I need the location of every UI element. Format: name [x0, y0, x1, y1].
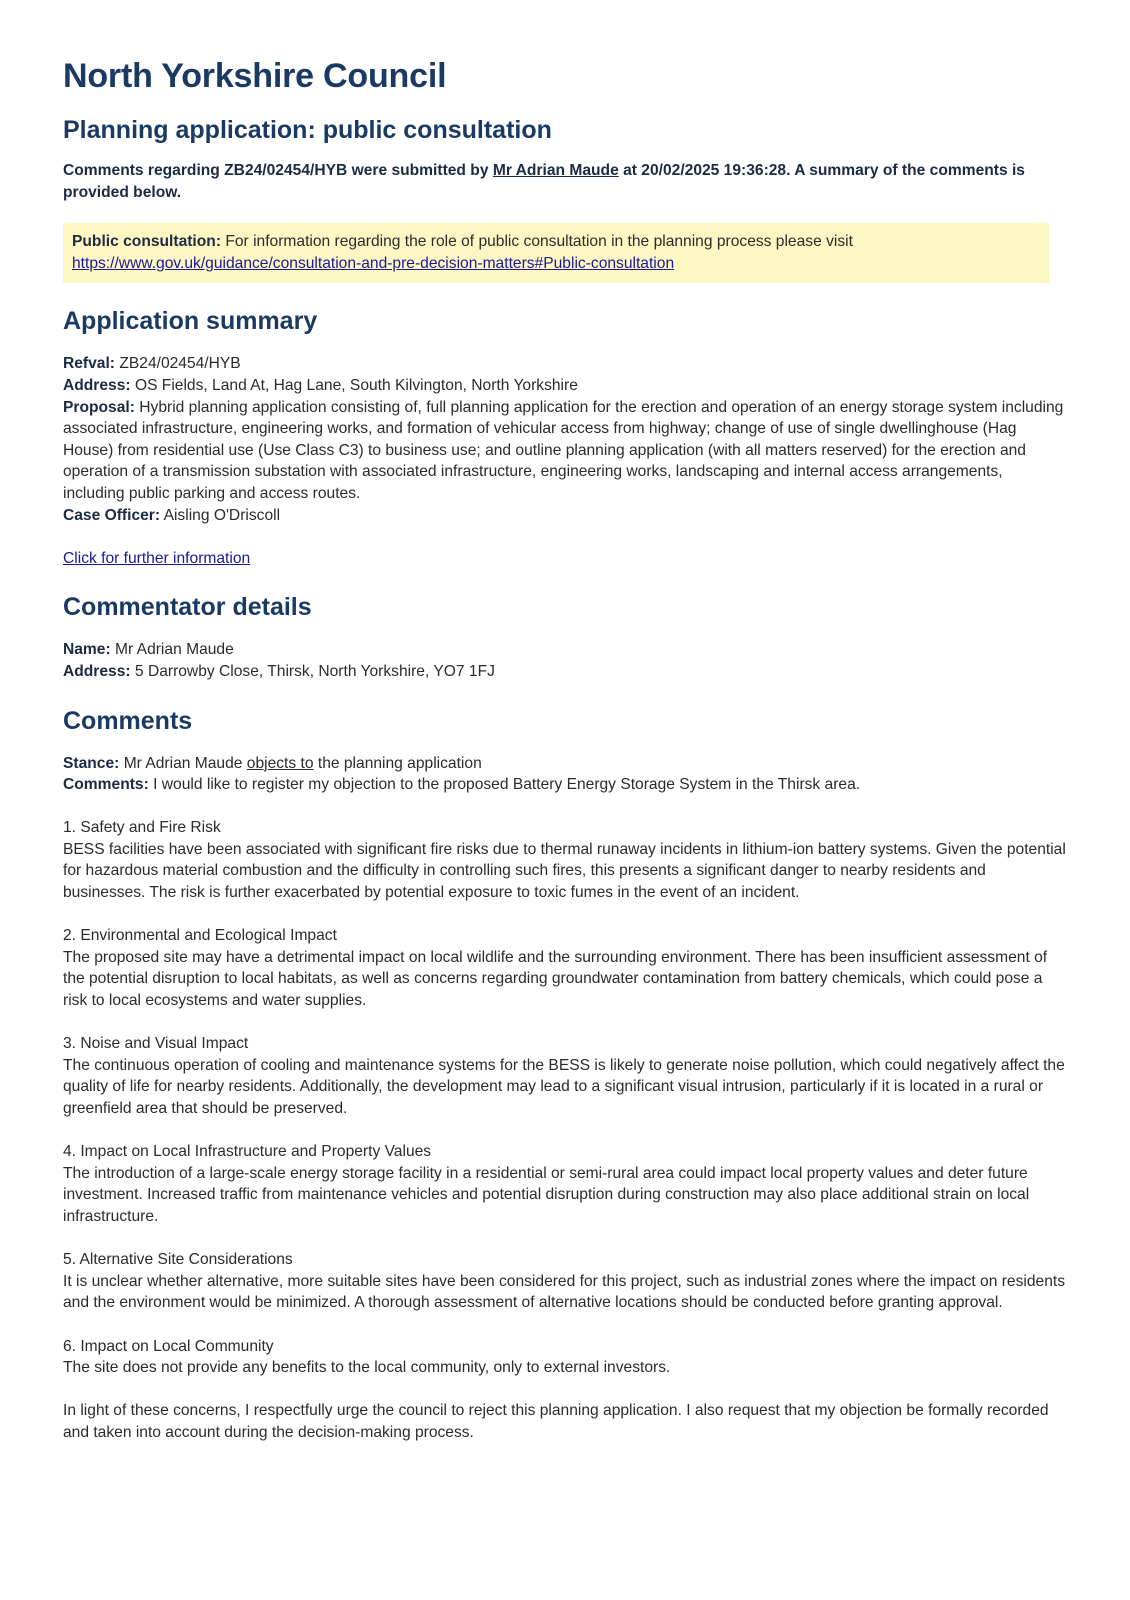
page-heading: Planning application: public consultation: [63, 116, 552, 144]
section-body: The introduction of a large-scale energy storage facility in a residential or semi-rural area could impact local property values and deter future investment. Increased traffic from maintenance vehicles and potential disruption during construction may also place additional strain on local infrastructure.: [63, 1164, 1030, 1225]
refval-label: Refval:: [63, 355, 115, 373]
intro-text: [63, 160, 1067, 203]
council-title: North Yorkshire Council: [63, 57, 447, 95]
application-summary: [63, 353, 1067, 569]
section-body: The site does not provide any benefits to the local community, only to external investors.: [63, 1359, 671, 1377]
comments-opening-row: [63, 774, 1067, 796]
public-consultation-notice: [63, 223, 1049, 283]
stance-label: Stance:: [63, 754, 120, 772]
comments-label: Comments:: [63, 776, 149, 794]
commentator-address-row: [63, 661, 1067, 683]
case-officer-value: Aisling O'Driscoll: [163, 506, 281, 524]
intro-suffix: at 20/02/2025 19:36:28. A summary of the comments is provided below.: [63, 162, 1025, 201]
section-body: The continuous operation of cooling and maintenance systems for the BESS is likely to generate noise pollution, which could negatively affect the quality of life for nearby residents. Additionally, the development may lead to a significant visual intrusion, particularly if it is located in a rural or greenfield area that should be preserved.: [63, 1056, 1065, 1117]
notice-label: Public consultation:: [72, 233, 222, 251]
address-label: Address:: [63, 376, 131, 394]
comments-heading: Comments: [63, 706, 193, 735]
refval-value: ZB24/02454/HYB: [119, 355, 241, 373]
further-info-link[interactable]: Click for further information: [63, 549, 251, 567]
case-officer-label: Case Officer:: [63, 506, 161, 524]
section-title: 4. Impact on Local Infrastructure and Property Values: [63, 1143, 432, 1161]
intro-prefix: Comments regarding ZB24/02454/HYB were submitted by: [63, 162, 489, 179]
commentator-name-row: [63, 639, 1067, 661]
section-title: 6. Impact on Local Community: [63, 1337, 274, 1355]
stance-verb: objects to: [246, 754, 314, 772]
section-title: 1. Safety and Fire Risk: [63, 819, 221, 837]
address-value: OS Fields, Land At, Hag Lane, South Kilvington, North Yorkshire: [134, 376, 578, 394]
comments-body: [63, 753, 1067, 1444]
application-summary-heading: Application summary: [63, 307, 318, 336]
commentator-link[interactable]: Mr Adrian Maude: [492, 162, 619, 179]
closing-paragraph: In light of these concerns, I respectfully urge the council to reject this planning application. I also request that my objection be formally recorded and taken into account during the decision-making process.: [63, 1402, 1049, 1441]
proposal-row: [63, 397, 1067, 505]
further-info-row: [63, 548, 1067, 570]
guidance-link[interactable]: https://www.gov.uk/guidance/consultation-and-pre-decision-matters#Public-consultation: [72, 254, 675, 272]
name-label: Name:: [63, 641, 111, 659]
section-body: BESS facilities have been associated with significant fire risks due to thermal runaway incidents in lithium-ion battery systems. Given the potential for hazardous material combustion and the difficulty in controlling such fires, this presents a significant danger to nearby residents and businesses. The risk is further exacerbated by potential exposure to toxic fumes in the event of an incident.: [63, 840, 1066, 902]
section-body: It is unclear whether alternative, more suitable sites have been considered for this project, such as industrial zones where the impact on residents and the environment would be minimized. A thorough assessment of alternative locations should be conducted before granting approval.: [63, 1272, 1065, 1312]
commentator-heading: Commentator details: [63, 593, 312, 622]
commentator-address-label: Address:: [63, 662, 131, 680]
stance-name: Mr Adrian Maude: [123, 754, 243, 772]
section-title: 5. Alternative Site Considerations: [63, 1251, 293, 1269]
stance-row: [63, 753, 1067, 775]
section-title: 2. Environmental and Ecological Impact: [63, 927, 337, 945]
proposal-value: Hybrid planning application consisting of, full planning application for the erection and operation of an energy storage system including associated infrastructure, engineering works, and formation of vehicular access from highway; change of use of single dwellinghouse (Hag House) from residential use (Use Class C3) to business use; and outline planning application (with all matters reserved) for the erection and operation of a transmission substation with associated infrastructure, engineering works, landscaping and internal access arrangements, including public parking and access routes.: [63, 398, 1064, 502]
proposal-label: Proposal:: [63, 398, 135, 416]
section-title: 3. Noise and Visual Impact: [63, 1035, 249, 1053]
commentator-details: [63, 639, 1067, 682]
stance-suffix: the planning application: [317, 754, 482, 772]
refval-row: [63, 353, 1067, 375]
comments-opening: I would like to register my objection to the proposed Battery Energy Storage System in the Thirsk area.: [153, 776, 861, 794]
section-body: The proposed site may have a detrimental impact on local wildlife and the surrounding environment. There has been insufficient assessment of the potential disruption to local habitats, as well as concerns regarding groundwater contamination from battery chemicals, which could pose a risk to local ecosystems and water supplies.: [63, 948, 1048, 1010]
case-officer-row: [63, 505, 1067, 527]
notice-text: For information regarding the role of public consultation in the planning process please visit: [225, 233, 853, 251]
commentator-address-value: 5 Darrowby Close, Thirsk, North Yorkshire, YO7 1FJ: [134, 662, 495, 680]
address-row: [63, 375, 1067, 397]
name-value: Mr Adrian Maude: [115, 641, 234, 659]
